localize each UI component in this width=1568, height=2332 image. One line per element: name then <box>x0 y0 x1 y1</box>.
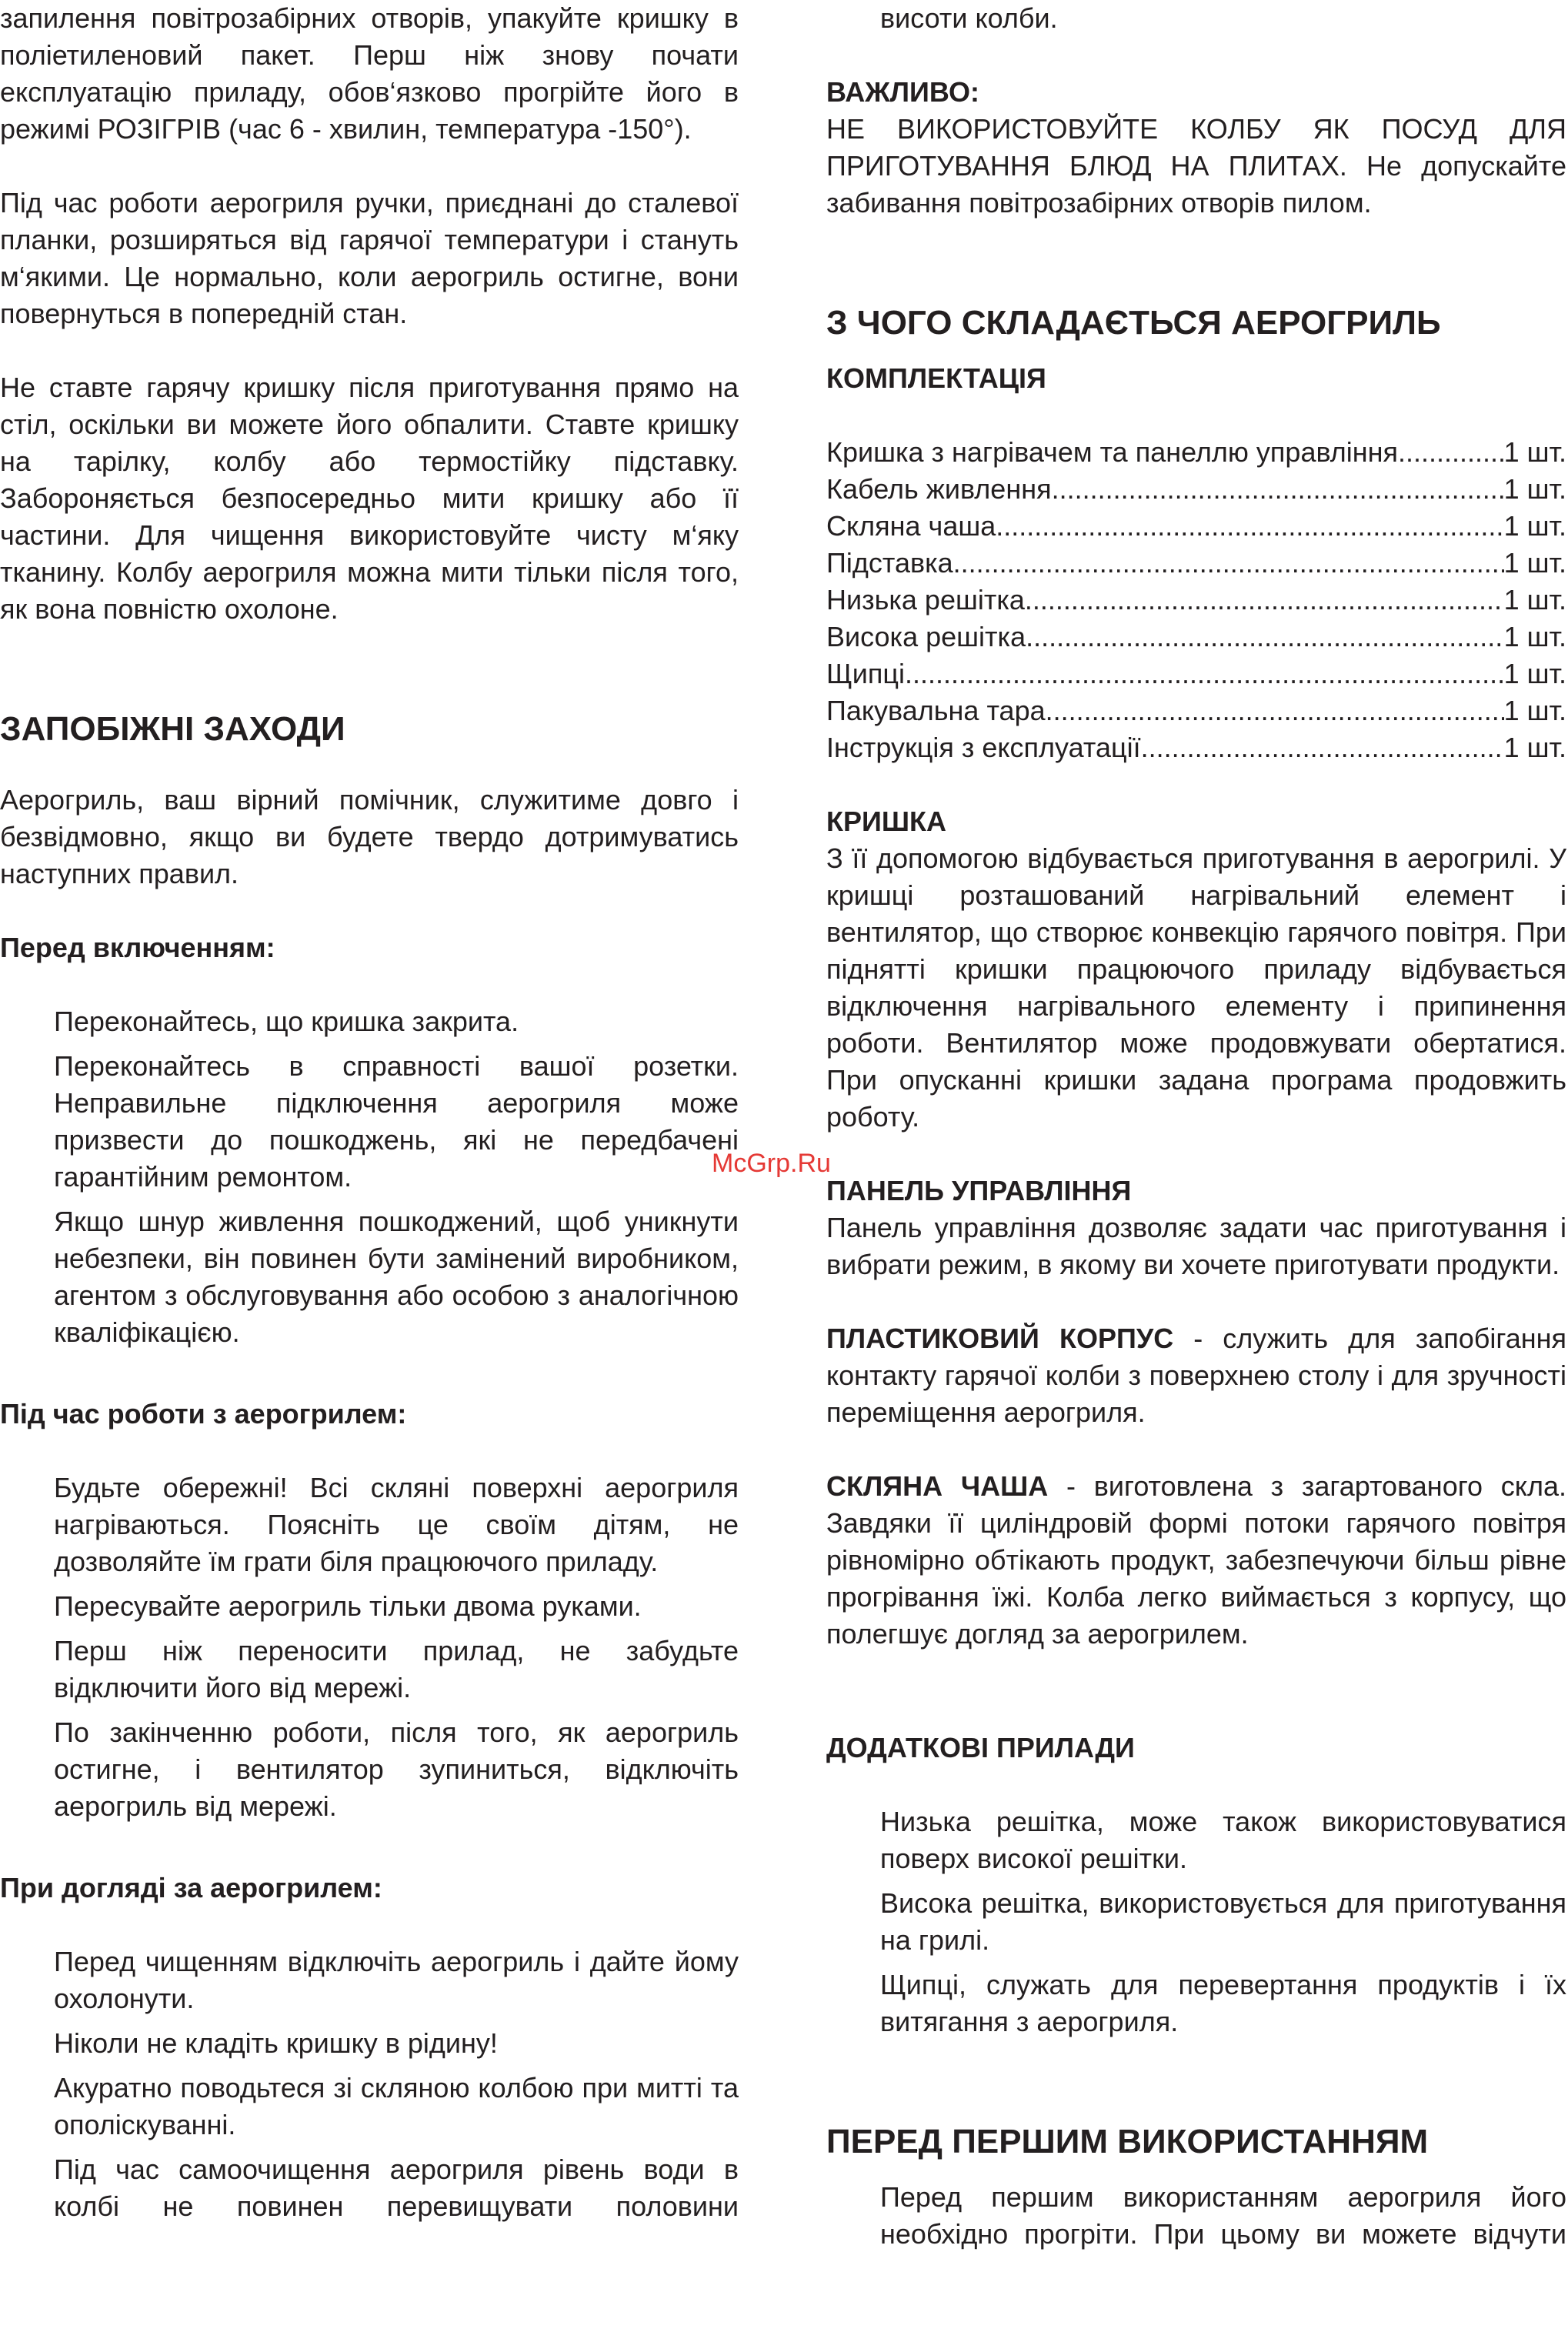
list-item: Перед чищенням відключіть аерогриль і дайте йому охолонути. <box>54 1946 739 2014</box>
kit-item-qty: 1 шт. <box>1503 510 1566 542</box>
list-item: Якщо шнур живлення пошкоджений, щоб уникнути небезпеки, він повинен бути замінений виробником, агентом з обслуговування або особою з аналогічною кваліфікацією. <box>54 1206 739 1348</box>
kit-item-name: Щипці <box>826 658 905 689</box>
list-item: Низька решітка, може також використовуватися поверх високої решітки. <box>880 1806 1566 1874</box>
kit-item-name: Інструкція з експлуатації <box>826 732 1141 763</box>
intro-continuation: запилення повітрозабірних отворів, упакуйте кришку в поліетиленовий пакет. Перш ніж знову почати експлуатацію приладу, обов‘язково прогрійте його в режимі РОЗІГРІВ (час 6 - хвилин, температура -150°). <box>0 2 739 145</box>
list-item: Висока решітка, використовується для приготування на грилі. <box>880 1887 1566 1956</box>
lid-heading: КРИШКА <box>826 806 947 837</box>
continuation-top: висоти колби. <box>880 2 1058 34</box>
list-item: По закінченню роботи, після того, як аерогриль остигне, і вентилятор зупиниться, відключіть аерогриль від мережі. <box>54 1716 739 1822</box>
during-list <box>0 1470 739 1825</box>
handles-paragraph: Під час роботи аерогриля ручки, приєднані до сталевої планки, розширяться від гарячої температури і стануть м‘якими. Це нормально, коли аерогриль остигне, вони повернуться в попередній стан. <box>0 187 739 329</box>
watermark: McGrp.Ru <box>712 1149 831 1178</box>
kit-item-qty: 1 шт. <box>1503 584 1566 616</box>
panel-text: Панель управління дозволяє задати час приготування і вибрати режим, в якому ви хочете приготувати продукти. <box>826 1212 1566 1280</box>
extra-heading: ДОДАТКОВІ ПРИЛАДИ <box>826 1732 1135 1763</box>
kit-heading: КОМПЛЕКТАЦІЯ <box>826 362 1046 394</box>
kit-item-qty: 1 шт. <box>1503 732 1566 763</box>
kit-row <box>826 545 1566 582</box>
kit-row <box>826 434 1566 471</box>
first-use-text: Перед першим використанням аерогриля його необхідно прогріти. При цьому ви можете відчути <box>880 2181 1566 2250</box>
important-text: НЕ ВИКОРИСТОВУЙТЕ КОЛБУ ЯК ПОСУД ДЛЯ ПРИГОТУВАННЯ БЛЮД НА ПЛИТАХ. Не допускайте забивання повітрозабірних отворів пилом. <box>826 113 1566 219</box>
kit-row <box>826 508 1566 545</box>
lid-paragraph: Не ставте гарячу кришку після приготування прямо на стіл, оскільки ви можете його обпалити. Ставте кришку на тарілку, колбу або термостійку підставку. Забороняється безпосередньо мити кришку або її частини. Для чищення використовуйте чисту м‘яку тканину. Колбу аерогриля можна мити тільки після того, як вона повністю охолоне. <box>0 372 739 625</box>
before-list <box>0 1003 739 1351</box>
list-item: Пересувайте аерогриль тільки двома руками. <box>54 1590 642 1622</box>
during-heading: Під час роботи з аерогрилем: <box>0 1398 407 1430</box>
list-item: Будьте обережні! Всі скляні поверхні аерогриля нагріваються. Поясніть це своїм дітям, не дозволяйте їм грати біля працюючого приладу. <box>54 1472 739 1577</box>
bowl-paragraph <box>826 1468 1566 1653</box>
kit-item-name: Скляна чаша <box>826 510 996 542</box>
list-item: Переконайтесь, що кришка закрита. <box>54 1006 519 1037</box>
kit-row <box>826 729 1566 766</box>
safety-intro: Аерогриль, ваш вірний помічник, служитиме довго і безвідмовно, якщо ви будете твердо дотримуватись наступних правил. <box>0 784 739 889</box>
bowl-text: - виготовлена з загартованого скла. Завдяки її циліндровій формі потоки гарячого повітря рівномірно обтікають продукт, забезпечуючи більш рівне прогрівання їжі. Колба легко виймається з корпусу, що полегшує догляд за аерогрилем. <box>826 1470 1566 1650</box>
body-heading: ПЛАСТИКОВИЙ КОРПУС <box>826 1323 1174 1354</box>
list-item: Ніколи не кладіть кришку в рідину! <box>54 2027 498 2059</box>
kit-row <box>826 692 1566 729</box>
kit-item-qty: 1 шт. <box>1503 547 1566 579</box>
extra-list <box>826 1803 1566 2040</box>
kit-row <box>826 619 1566 656</box>
kit-row <box>826 656 1566 692</box>
kit-row <box>826 582 1566 619</box>
panel-heading: ПАНЕЛЬ УПРАВЛІННЯ <box>826 1175 1132 1206</box>
kit-list <box>826 434 1566 766</box>
kit-item-qty: 1 шт. <box>1503 695 1566 726</box>
list-item: Акуратно поводьтеся зі скляною колбою при митті та ополіскуванні. <box>54 2072 739 2140</box>
kit-item-name: Підставка <box>826 547 953 579</box>
right-column <box>826 0 1566 2253</box>
kit-item-qty: 1 шт. <box>1503 621 1566 652</box>
lid-text: З її допомогою відбувається приготування в аерогрилі. У кришці розташований нагрівальний елемент і вентилятор, що створює конвекцію гарячого повітря. При піднятті кришки працюючого приладу відбувається відключення нагрівального елементу і припинення роботи. Вентилятор може продовжувати обертатися. При опусканні кришки задана програма продовжить роботу. <box>826 842 1566 1133</box>
first-use-heading: ПЕРЕД ПЕРШИМ ВИКОРИСТАННЯМ <box>826 2123 1429 2160</box>
composition-heading: З ЧОГО СКЛАДАЄТЬСЯ АЕРОГРИЛЬ <box>826 304 1441 342</box>
left-column <box>0 0 739 2225</box>
kit-item-qty: 1 шт. <box>1503 658 1566 689</box>
kit-row <box>826 471 1566 508</box>
kit-item-qty: 1 шт. <box>1503 436 1566 468</box>
kit-item-qty: 1 шт. <box>1503 473 1566 505</box>
kit-item-name: Пакувальна тара <box>826 695 1046 726</box>
care-heading: При догляді за аерогрилем: <box>0 1872 382 1903</box>
kit-item-name: Низька решітка <box>826 584 1025 616</box>
safety-heading: ЗАПОБІЖНІ ЗАХОДИ <box>0 710 345 748</box>
list-item: Під час самоочищення аерогриля рівень води в колбі не повинен перевищувати половини <box>54 2154 739 2222</box>
body-text: - служить для запобігання контакту гарячої колби з поверхнею столу і для зручності переміщення аерогриля. <box>826 1323 1567 1428</box>
kit-item-name: Кришка з нагрівачем та панеллю управління <box>826 436 1399 468</box>
list-item: Перш ніж переносити прилад, не забудьте відключити його від мережі. <box>54 1635 739 1703</box>
kit-item-name: Кабель живлення <box>826 473 1052 505</box>
kit-item-name: Висока решітка <box>826 621 1026 652</box>
list-item: Щипці, служать для перевертання продуктів і їх витягання з аерогриля. <box>880 1969 1566 2037</box>
before-heading: Перед включенням: <box>0 932 275 963</box>
body-paragraph <box>826 1320 1566 1431</box>
list-item: Переконайтесь в справності вашої розетки. Неправильне підключення аерогриля може призвести до пошкоджень, які не передбачені гарантійним ремонтом. <box>54 1050 739 1193</box>
important-heading: ВАЖЛИВО: <box>826 76 979 108</box>
bowl-heading: СКЛЯНА ЧАША <box>826 1470 1049 1502</box>
care-list <box>0 1943 739 2225</box>
